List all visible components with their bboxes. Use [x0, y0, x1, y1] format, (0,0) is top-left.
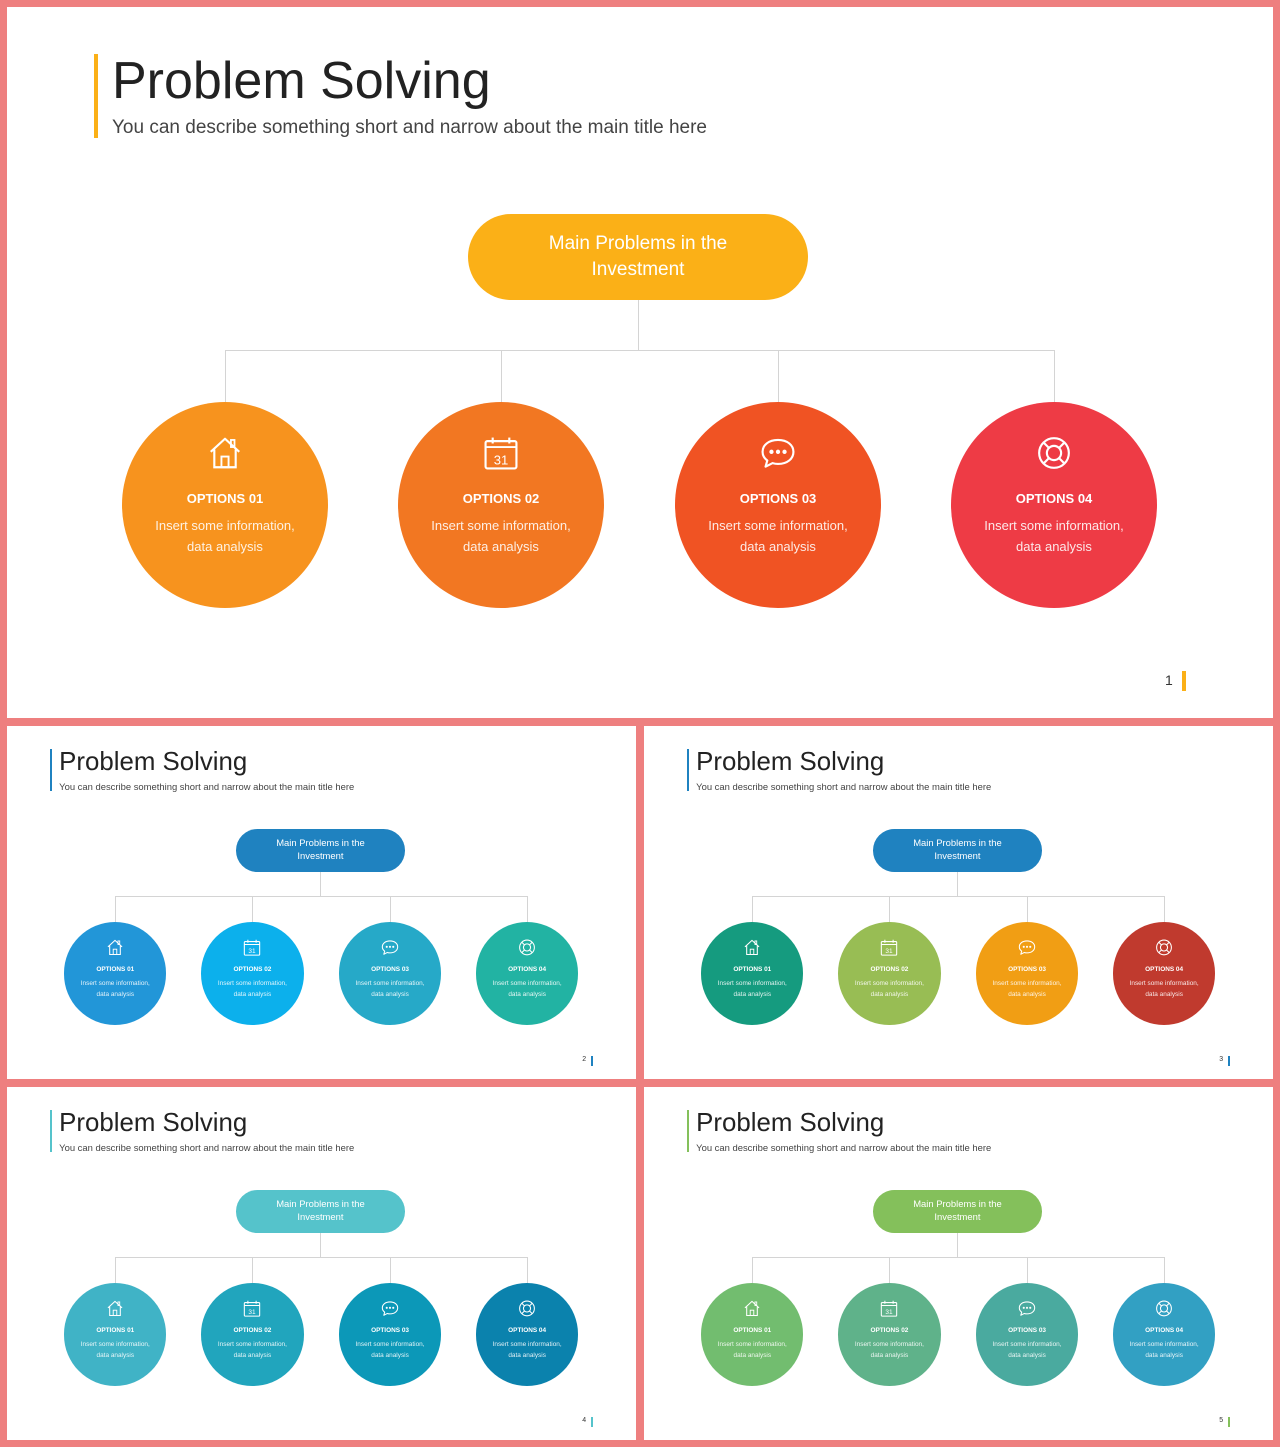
slide-subtitle: You can describe something short and narrow about the main title here — [59, 780, 355, 792]
option-description: data analysis — [371, 1351, 409, 1359]
option-description: Insert some information, — [854, 1341, 924, 1349]
connector-line — [115, 896, 116, 922]
page-marker — [591, 1056, 593, 1066]
option-label: OPTIONS 01 — [733, 966, 772, 974]
option-description: Insert some information, — [717, 1341, 787, 1349]
connector-line — [638, 300, 639, 351]
page-number: 4 — [582, 1417, 587, 1425]
option-circle-2[interactable] — [201, 1283, 303, 1385]
option-label: OPTIONS 03 — [371, 966, 409, 974]
svg-text:31: 31 — [885, 948, 893, 956]
option-description: Insert some information, — [717, 980, 787, 988]
page-marker — [1228, 1417, 1230, 1427]
svg-text:31: 31 — [885, 1309, 893, 1317]
option-description: data analysis — [733, 990, 772, 998]
option-circle-2[interactable] — [838, 922, 940, 1024]
connector-line — [527, 1257, 528, 1283]
option-circle-1[interactable] — [122, 402, 328, 608]
option-description: data analysis — [870, 990, 909, 998]
option-description: Insert some information, — [355, 980, 425, 988]
page-number: 3 — [1219, 1056, 1224, 1064]
option-label: OPTIONS 01 — [96, 1327, 135, 1335]
connector-line — [752, 896, 753, 922]
connector-line — [252, 896, 253, 922]
connector-line — [225, 350, 226, 402]
slide-subtitle: You can describe something short and narrow about the main title here — [696, 780, 992, 792]
slide-title: Problem Solving — [696, 1108, 885, 1137]
slide-5[interactable] — [644, 1087, 1273, 1440]
option-label: OPTIONS 02 — [233, 1327, 272, 1335]
option-description: data analysis — [1016, 539, 1092, 554]
slide-title: Problem Solving — [59, 747, 248, 776]
main-problem-box[interactable] — [873, 1190, 1042, 1233]
slide-1[interactable] — [7, 7, 1273, 718]
page-marker — [1228, 1056, 1230, 1066]
page-number: 5 — [1219, 1417, 1224, 1425]
option-description: Insert some information, — [1129, 1341, 1199, 1349]
connector-line — [527, 896, 528, 922]
option-description: Insert some information, — [155, 518, 295, 533]
option-description: Insert some information, — [1129, 980, 1199, 988]
slide-title: Problem Solving — [59, 1108, 248, 1137]
connector-line — [320, 1233, 321, 1258]
option-label: OPTIONS 02 — [462, 491, 540, 506]
connector-line — [320, 872, 321, 897]
svg-text:31: 31 — [248, 1309, 256, 1317]
option-label: OPTIONS 03 — [1008, 1327, 1046, 1335]
main-problem-line-1: Main Problems in the — [548, 233, 728, 255]
option-circle-2[interactable] — [398, 402, 604, 608]
option-circle-4[interactable] — [1113, 1283, 1215, 1385]
title-accent-bar — [50, 1110, 52, 1152]
option-description: Insert some information, — [80, 980, 150, 988]
option-description: data analysis — [1145, 1351, 1183, 1359]
slide-title: Problem Solving — [112, 52, 491, 110]
option-description: Insert some information, — [492, 1341, 562, 1349]
option-description: data analysis — [1008, 1351, 1046, 1359]
option-description: data analysis — [870, 1351, 909, 1359]
option-description: Insert some information, — [992, 980, 1062, 988]
main-problem-line-2: Investment — [297, 1211, 344, 1223]
option-description: Insert some information, — [854, 980, 924, 988]
option-circle-4[interactable] — [951, 402, 1157, 608]
connector-line — [957, 1233, 958, 1258]
option-description: Insert some information, — [992, 1341, 1062, 1349]
option-description: Insert some information, — [355, 1341, 425, 1349]
main-problem-line-2: Investment — [934, 1211, 981, 1223]
option-circle-3[interactable] — [976, 1283, 1078, 1385]
main-problem-box[interactable] — [468, 214, 808, 300]
title-accent-bar — [50, 749, 52, 791]
option-description: data analysis — [740, 539, 816, 554]
connector-line — [752, 1257, 1164, 1258]
option-description: data analysis — [508, 990, 546, 998]
main-problem-box[interactable] — [873, 829, 1042, 872]
option-circle-4[interactable] — [476, 1283, 578, 1385]
main-problem-line-1: Main Problems in the — [276, 837, 365, 849]
option-label: OPTIONS 02 — [233, 966, 272, 974]
connector-line — [1027, 1257, 1028, 1283]
option-circle-3[interactable] — [976, 922, 1078, 1024]
option-description: Insert some information, — [217, 980, 287, 988]
option-circle-1[interactable] — [64, 922, 166, 1024]
main-problem-line-2: Investment — [591, 259, 685, 280]
page-marker — [1182, 671, 1186, 691]
option-label: OPTIONS 02 — [870, 966, 909, 974]
connector-line — [889, 1257, 890, 1283]
option-description: data analysis — [233, 1351, 272, 1359]
main-problem-box[interactable] — [236, 1190, 405, 1233]
page-marker — [591, 1417, 593, 1427]
main-problem-line-1: Main Problems in the — [276, 1198, 365, 1210]
option-description: data analysis — [233, 990, 272, 998]
option-circle-3[interactable] — [339, 922, 441, 1024]
option-label: OPTIONS 03 — [371, 1327, 409, 1335]
option-label: OPTIONS 04 — [508, 1327, 547, 1335]
option-description: Insert some information, — [492, 980, 562, 988]
slide-3[interactable] — [644, 726, 1273, 1079]
connector-line — [390, 1257, 391, 1283]
option-label: OPTIONS 03 — [739, 491, 817, 506]
connector-line — [252, 1257, 253, 1283]
option-description: data analysis — [733, 1351, 772, 1359]
title-accent-bar — [94, 54, 98, 138]
option-circle-4[interactable] — [476, 922, 578, 1024]
main-problem-box[interactable] — [236, 829, 405, 872]
option-description: Insert some information, — [217, 1341, 287, 1349]
option-label: OPTIONS 04 — [1145, 1327, 1184, 1335]
option-description: data analysis — [371, 990, 409, 998]
connector-line — [1164, 896, 1165, 922]
main-problem-line-1: Main Problems in the — [913, 837, 1002, 849]
option-description: Insert some information, — [708, 518, 848, 533]
svg-text:31: 31 — [248, 948, 256, 956]
option-description: data analysis — [463, 539, 539, 554]
title-accent-bar — [687, 749, 689, 791]
main-problem-line-2: Investment — [934, 850, 981, 862]
option-label: OPTIONS 04 — [1015, 491, 1093, 506]
option-description: data analysis — [187, 539, 263, 554]
svg-text:31: 31 — [493, 452, 509, 468]
connector-line — [390, 896, 391, 922]
title-accent-bar — [687, 1110, 689, 1152]
option-circle-1[interactable] — [701, 1283, 803, 1385]
slide-subtitle: You can describe something short and narrow about the main title here — [696, 1141, 992, 1153]
slide-2[interactable] — [7, 726, 636, 1079]
connector-line — [752, 896, 1164, 897]
connector-line — [115, 1257, 116, 1283]
option-label: OPTIONS 04 — [1145, 966, 1184, 974]
option-circle-2[interactable] — [201, 922, 303, 1024]
option-circle-4[interactable] — [1113, 922, 1215, 1024]
option-circle-1[interactable] — [64, 1283, 166, 1385]
slide-4[interactable] — [7, 1087, 636, 1440]
connector-line — [752, 1257, 753, 1283]
connector-line — [957, 872, 958, 897]
option-description: data analysis — [96, 1351, 135, 1359]
slide-subtitle: You can describe something short and narrow about the main title here — [112, 117, 707, 138]
option-label: OPTIONS 01 — [733, 1327, 772, 1335]
option-description: Insert some information, — [431, 518, 571, 533]
connector-line — [501, 350, 502, 402]
connector-line — [1164, 1257, 1165, 1283]
connector-line — [225, 350, 1055, 351]
option-label: OPTIONS 02 — [870, 1327, 909, 1335]
connector-line — [115, 1257, 527, 1258]
option-label: OPTIONS 01 — [96, 966, 135, 974]
option-label: OPTIONS 03 — [1008, 966, 1046, 974]
slide-title: Problem Solving — [696, 747, 885, 776]
main-problem-line-1: Main Problems in the — [913, 1198, 1002, 1210]
option-label: OPTIONS 04 — [508, 966, 547, 974]
page-number: 1 — [1165, 672, 1173, 688]
option-description: data analysis — [508, 1351, 546, 1359]
slide-subtitle: You can describe something short and narrow about the main title here — [59, 1141, 355, 1153]
option-description: data analysis — [1008, 990, 1046, 998]
connector-line — [778, 350, 779, 402]
option-description: Insert some information, — [80, 1341, 150, 1349]
connector-line — [115, 896, 527, 897]
option-description: data analysis — [96, 990, 135, 998]
option-circle-3[interactable] — [339, 1283, 441, 1385]
option-circle-2[interactable] — [838, 1283, 940, 1385]
page-number: 2 — [582, 1056, 587, 1064]
option-description: data analysis — [1145, 990, 1183, 998]
option-circle-3[interactable] — [675, 402, 881, 608]
connector-line — [889, 896, 890, 922]
option-label: OPTIONS 01 — [186, 491, 264, 506]
option-description: Insert some information, — [984, 518, 1124, 533]
connector-line — [1054, 350, 1055, 402]
option-circle-1[interactable] — [701, 922, 803, 1024]
connector-line — [1027, 896, 1028, 922]
main-problem-line-2: Investment — [297, 850, 344, 862]
